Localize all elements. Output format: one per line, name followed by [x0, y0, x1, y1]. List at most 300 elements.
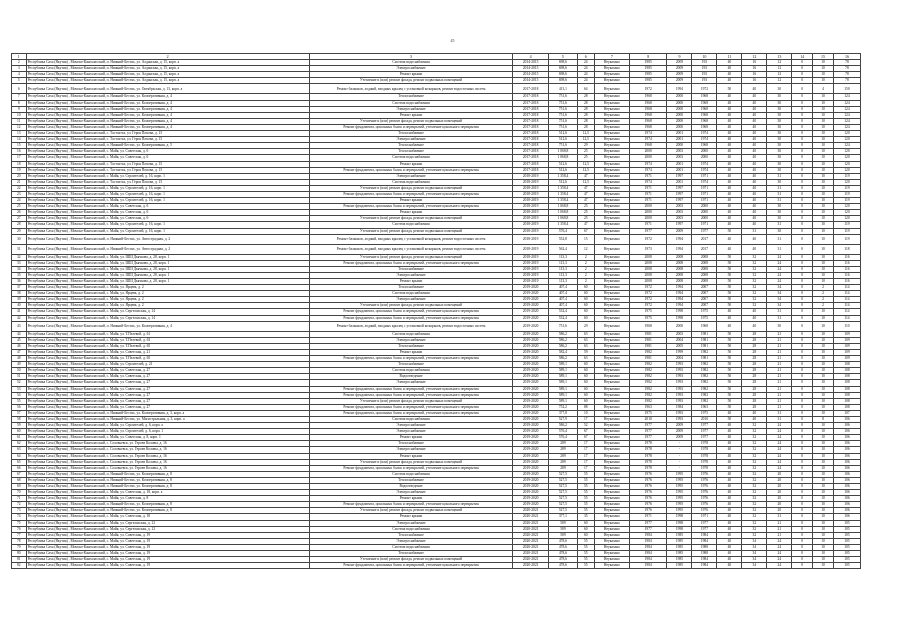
row-number: 38 — [12, 291, 27, 297]
period-cell: 2019-2020 — [513, 392, 548, 398]
wear-a-cell: 40 — [717, 112, 742, 118]
wear-e-cell: 10 — [813, 490, 834, 496]
wear-a-cell: 50 — [717, 266, 742, 272]
last-repair-cell: 1968 — [692, 124, 717, 130]
last-repair-cell: 2007 — [692, 297, 717, 303]
address-cell: Республика Саха (Якутия) , Момско-Кангаласский, с. Майя, ул. Советская, д. 19 — [26, 563, 309, 569]
work-type-cell: Ремонт фундамента, цокольных балок и перекрытий, утепление цокольного перекрытия — [309, 204, 513, 210]
status-cell: Неуказано — [594, 337, 629, 343]
wear-d-cell: 0 — [792, 118, 813, 124]
wear-a-cell: 40 — [717, 173, 742, 179]
last-repair-cell: 1978 — [692, 453, 717, 459]
area-cell: 407,4 — [548, 291, 577, 297]
area-cell: 527,5 — [548, 484, 577, 490]
wear-b-cell: 28 — [742, 380, 767, 386]
wear-b-cell: 40 — [742, 216, 767, 222]
residents-cell: 35 — [577, 514, 594, 520]
residents-cell: 67 — [577, 435, 594, 441]
address-cell: Республика Саха (Якутия) , Момско-Кангаласский, с. Майя, ул. Советская, д. 18, корп. а — [26, 490, 309, 496]
column-number-2: 2 — [26, 54, 309, 60]
address-cell: Республика Саха (Якутия) , Момско-Кангаласский, с. Майя, ул. Сергеляхская, д. 12 — [26, 526, 309, 532]
row-number: 51 — [12, 374, 27, 380]
last-repair-cell: 1981 — [692, 343, 717, 349]
period-cell: 2014-2015 — [513, 66, 548, 72]
built-year-cell: 1978 — [630, 441, 667, 447]
built-year-cell: 1984 — [630, 551, 667, 557]
wear-c-cell: 24 — [767, 465, 792, 471]
address-cell: Республика Саха (Якутия) , Момско-Кангаласский, с. Тастахтах, ул. Героя Попова, д. 15 — [26, 179, 309, 185]
overhaul-year-cell: - — [667, 447, 692, 453]
wear-c-cell: 31 — [767, 416, 792, 422]
row-number: 24 — [12, 198, 27, 204]
last-repair-cell: 1976 — [692, 484, 717, 490]
status-cell: Неуказано — [594, 204, 629, 210]
wear-e-cell: 4 — [813, 84, 834, 94]
work-type-cell: Утепление и (или) ремонт фасада, ремонт подвальных помещений — [309, 216, 513, 222]
wear-c-cell: 24 — [767, 266, 792, 272]
period-cell: 2019-2020 — [513, 368, 548, 374]
wear-a-cell: 40 — [717, 520, 742, 526]
wear-a-cell: 40 — [717, 66, 742, 72]
wear-b-cell: 28 — [742, 356, 767, 362]
status-cell: Неуказано — [594, 459, 629, 465]
row-number: 19 — [12, 167, 27, 173]
overhaul-year-cell: 2003 — [667, 216, 692, 222]
period-cell: 2019-2020 — [513, 471, 548, 477]
last-repair-cell: 1974 — [692, 137, 717, 143]
wear-b-cell: 32 — [742, 453, 767, 459]
address-cell: Республика Саха (Якутия) , Момско-Кангаласский, с. Майя, ул. Строителей, д. 16, корп. 1 — [26, 173, 309, 179]
row-number: 35 — [12, 272, 27, 278]
period-cell: 2020-2021 — [513, 526, 548, 532]
overhaul-year-cell: 1994 — [667, 291, 692, 297]
status-cell: Неуказано — [594, 398, 629, 404]
built-year-cell: 2010 — [630, 416, 667, 422]
built-year-cell: 1972 — [630, 234, 667, 244]
residents-cell: 28 — [577, 118, 594, 124]
wear-d-cell: 0 — [792, 234, 813, 244]
last-repair-cell: 1974 — [692, 131, 717, 137]
period-cell: 2020-2021 — [513, 544, 548, 550]
address-cell: Республика Саха (Якутия) , Момско-Кангаласский, с. Майя, ул. Строителей, д. 16, корп. 1 — [26, 222, 309, 228]
wear-d-cell: 0 — [792, 362, 813, 368]
area-cell: 586,2 — [548, 423, 577, 429]
period-cell: 2019-2020 — [513, 331, 548, 337]
wear-d-cell: 0 — [792, 453, 813, 459]
last-repair-cell: 1976 — [692, 502, 717, 508]
built-year-cell: 2008 — [630, 272, 667, 278]
wear-e-cell: 10 — [813, 179, 834, 185]
area-cell: 512,6 — [548, 179, 577, 185]
wear-a-cell: 40 — [717, 526, 742, 532]
overhaul-year-cell: 2009 — [667, 72, 692, 78]
row-number: 37 — [12, 285, 27, 291]
wear-b-cell: 32 — [742, 297, 767, 303]
area-cell: 1 068,8 — [548, 210, 577, 216]
address-cell: Республика Саха (Якутия) , Момско-Кангаласский, п. Нижний-Бестях, ул. Алданская, д. 15, корп. а — [26, 66, 309, 72]
wear-b-cell: 28 — [742, 337, 767, 343]
area-cell: 113,3 — [548, 266, 577, 272]
overhaul-year-cell: 1997 — [667, 173, 692, 179]
wear-d-cell: 0 — [792, 210, 813, 216]
wear-d-cell: 0 — [792, 297, 813, 303]
built-year-cell: 2000 — [630, 149, 667, 155]
work-type-cell: Ремонт крыши — [309, 514, 513, 520]
wear-c-cell: 24 — [767, 459, 792, 465]
score-cell: 108 — [833, 404, 860, 410]
wear-d-cell: 0 — [792, 204, 813, 210]
row-number: 71 — [12, 496, 27, 502]
wear-e-cell: 10 — [813, 362, 834, 368]
wear-a-cell: 40 — [717, 490, 742, 496]
last-repair-cell: 1976 — [692, 471, 717, 477]
wear-e-cell: 10 — [813, 356, 834, 362]
wear-c-cell: 21 — [767, 343, 792, 349]
address-cell: Республика Саха (Якутия) , Момско-Кангаласский, с. Майя, ул. Советская, д. 27 — [26, 374, 309, 380]
wear-e-cell: 10 — [813, 368, 834, 374]
address-cell: Республика Саха (Якутия) , Момско-Кангаласский, п. Нижний-Бестях, ул. Кооперативная, д. 5 — [26, 143, 309, 149]
address-cell: Республика Саха (Якутия) , Момско-Кангаласский, с. Майя, ул. Советская, д. 6 — [26, 216, 309, 222]
wear-d-cell: 0 — [792, 465, 813, 471]
wear-e-cell: 10 — [813, 210, 834, 216]
last-repair-cell: 2008 — [692, 272, 717, 278]
last-repair-cell: 1971 — [692, 173, 717, 179]
last-repair-cell: 1977 — [692, 228, 717, 234]
residents-cell: 60 — [577, 285, 594, 291]
row-number: 11 — [12, 118, 27, 124]
address-cell: Республика Саха (Якутия) , Момско-Кангаласский, с. Майя, ул. Советская, д. 27 — [26, 404, 309, 410]
work-type-cell: Ремонт фундамента, цокольных балок и перекрытий, утепление цокольного перекрытия — [309, 386, 513, 392]
score-cell: 108 — [833, 374, 860, 380]
wear-c-cell: 24 — [767, 441, 792, 447]
address-cell: Республика Саха (Якутия) , Момско-Кангаласский, с. Соловьевск, ул. Героев Коловы, д. 16 — [26, 453, 309, 459]
score-cell: 114 — [833, 291, 860, 297]
status-cell: Неуказано — [594, 131, 629, 137]
wear-b-cell: 40 — [742, 179, 767, 185]
work-type-cell: Электроснабжение — [309, 173, 513, 179]
last-repair-cell: 1972 — [692, 84, 717, 94]
wear-e-cell: 10 — [813, 343, 834, 349]
work-type-cell: Ремонт крыши — [309, 279, 513, 285]
address-cell: Республика Саха (Якутия) , Момско-Кангаласский, п. Нижний-Бестях, ул. Кооперативная, д. 8 — [26, 484, 309, 490]
work-type-cell: Система водоснабжения — [309, 60, 513, 66]
wear-d-cell: 0 — [792, 502, 813, 508]
area-cell: 478,6 — [548, 544, 577, 550]
score-cell: 109 — [833, 343, 860, 349]
area-cell: 1 358,4 — [548, 173, 577, 179]
built-year-cell: 1978 — [630, 447, 667, 453]
work-type-cell: Теплоснабжение — [309, 477, 513, 483]
wear-a-cell: 50 — [717, 84, 742, 94]
row-number: 21 — [12, 179, 27, 185]
row-number: 2 — [12, 60, 27, 66]
residents-cell: 60 — [577, 291, 594, 297]
row-number: 69 — [12, 484, 27, 490]
score-cell: 109 — [833, 337, 860, 343]
overhaul-year-cell: 1995 — [667, 502, 692, 508]
overhaul-year-cell: 1995 — [667, 496, 692, 502]
wear-c-cell: 21 — [767, 404, 792, 410]
wear-b-cell: 40 — [742, 161, 767, 167]
period-cell: 2019-2020 — [513, 447, 548, 453]
wear-c-cell: 31 — [767, 234, 792, 244]
row-number: 74 — [12, 514, 27, 520]
address-cell: Республика Саха (Якутия) , Момско-Кангаласский, с. Майя, ул. Советская, д. 8, корп. 1 — [26, 435, 309, 441]
residents-cell: 29 — [577, 143, 594, 149]
residents-cell: 17 — [577, 416, 594, 422]
wear-a-cell: 40 — [717, 435, 742, 441]
work-type-cell: Утепление и (или) ремонт фасада, ремонт подвальных помещений — [309, 557, 513, 563]
status-cell: Неуказано — [594, 321, 629, 331]
status-cell: Неуказано — [594, 285, 629, 291]
period-cell: 2019-2020 — [513, 435, 548, 441]
last-repair-cell: 1984 — [692, 538, 717, 544]
work-type-cell: Электроснабжение — [309, 490, 513, 496]
built-year-cell: 1984 — [630, 557, 667, 563]
period-cell: 2018-2019 — [513, 228, 548, 234]
score-cell: 124 — [833, 100, 860, 106]
wear-c-cell: 34 — [767, 285, 792, 291]
built-year-cell: 2000 — [630, 216, 667, 222]
work-type-cell: Ремонт фундамента, цокольных балок и перекрытий, утепление цокольного перекрытия — [309, 124, 513, 130]
wear-c-cell: 21 — [767, 380, 792, 386]
wear-b-cell: 40 — [742, 198, 767, 204]
wear-e-cell: 10 — [813, 349, 834, 355]
wear-d-cell: 0 — [792, 374, 813, 380]
built-year-cell: 2008 — [630, 254, 667, 260]
wear-d-cell: 0 — [792, 222, 813, 228]
wear-a-cell: 40 — [717, 210, 742, 216]
overhaul-year-cell: 1993 — [667, 398, 692, 404]
wear-b-cell: 32 — [742, 532, 767, 538]
status-cell: Неуказано — [594, 508, 629, 514]
built-year-cell: 1978 — [630, 459, 667, 465]
row-number: 10 — [12, 112, 27, 118]
wear-d-cell: 0 — [792, 459, 813, 465]
residents-cell: 52 — [577, 423, 594, 429]
status-cell: Неуказано — [594, 60, 629, 66]
built-year-cell: 1981 — [630, 356, 667, 362]
status-cell: Неуказано — [594, 356, 629, 362]
residents-cell: 2 — [577, 266, 594, 272]
overhaul-year-cell: 1998 — [667, 520, 692, 526]
built-year-cell: 1971 — [630, 514, 667, 520]
wear-b-cell: 34 — [742, 557, 767, 563]
wear-b-cell: 32 — [742, 435, 767, 441]
address-cell: Республика Саха (Якутия) , Момско-Кангаласский, с. Соловьевск, ул. Героев Коловы, д. 16 — [26, 447, 309, 453]
address-cell: Республика Саха (Якутия) , Момско-Кангаласский, с. Майя, ул. Ярцева, д. 2 — [26, 291, 309, 297]
area-cell: 586,2 — [548, 343, 577, 349]
status-cell: Неуказано — [594, 380, 629, 386]
wear-c-cell: 21 — [767, 337, 792, 343]
score-cell: 106 — [833, 514, 860, 520]
wear-d-cell: 0 — [792, 477, 813, 483]
row-number: 4 — [12, 72, 27, 78]
wear-a-cell: 40 — [717, 143, 742, 149]
work-type-cell: Утепление и (или) ремонт фасада, ремонт подвальных помещений — [309, 78, 513, 84]
area-cell: 407,4 — [548, 303, 577, 309]
built-year-cell: 1968 — [630, 321, 667, 331]
wear-c-cell: 20 — [767, 477, 792, 483]
wear-e-cell: 10 — [813, 459, 834, 465]
last-repair-cell: 193 — [692, 60, 717, 66]
work-type-cell: Электроснабжение — [309, 538, 513, 544]
wear-e-cell: 2 — [813, 297, 834, 303]
overhaul-year-cell: 1997 — [667, 198, 692, 204]
row-number: 27 — [12, 216, 27, 222]
overhaul-year-cell: 2008 — [667, 272, 692, 278]
wear-a-cell: 40 — [717, 477, 742, 483]
wear-e-cell: 2 — [813, 303, 834, 309]
wear-e-cell: 10 — [813, 404, 834, 410]
overhaul-year-cell: 1994 — [667, 285, 692, 291]
overhaul-year-cell: 2000 — [667, 106, 692, 112]
row-number: 58 — [12, 416, 27, 422]
address-cell: Республика Саха (Якутия) , Момско-Кангаласский, с. Майя, ул. Советская, д. 19 — [26, 544, 309, 550]
wear-c-cell: 31 — [767, 173, 792, 179]
wear-c-cell: 34 — [767, 297, 792, 303]
table-row — [12, 234, 861, 244]
built-year-cell: 1982 — [630, 398, 667, 404]
built-year-cell: 1984 — [630, 538, 667, 544]
row-number: 53 — [12, 386, 27, 392]
area-cell: 576,4 — [548, 429, 577, 435]
status-cell: Неуказано — [594, 465, 629, 471]
work-type-cell: Электроснабжение — [309, 423, 513, 429]
last-repair-cell: 1974 — [692, 161, 717, 167]
work-type-cell: Ремонт крыши — [309, 496, 513, 502]
work-type-cell: Теплоснабжение — [309, 362, 513, 368]
address-cell: Республика Саха (Якутия) , Момско-Кангаласский, с. Майя, ул. Строителей, д. 16, корп. 1 — [26, 191, 309, 197]
status-cell: Неуказано — [594, 100, 629, 106]
wear-b-cell: 32 — [742, 266, 767, 272]
wear-b-cell: 40 — [742, 131, 767, 137]
built-year-cell: 1971 — [630, 173, 667, 179]
score-cell: 108 — [833, 368, 860, 374]
score-cell: 119 — [833, 198, 860, 204]
column-number-15: 15 — [813, 54, 834, 60]
row-number: 59 — [12, 423, 27, 429]
built-year-cell: 1972 — [630, 291, 667, 297]
wear-c-cell: 30 — [767, 84, 792, 94]
wear-c-cell: 21 — [767, 392, 792, 398]
wear-d-cell: 0 — [792, 161, 813, 167]
overhaul-year-cell: 1994 — [667, 297, 692, 303]
wear-b-cell: 40 — [742, 321, 767, 331]
wear-b-cell: 32 — [742, 260, 767, 266]
work-type-cell: Электроснабжение — [309, 137, 513, 143]
wear-b-cell: 40 — [742, 124, 767, 130]
address-cell: Республика Саха (Якутия) , Момско-Кангаласский, с. Майя, ул. Советская, д. 18 — [26, 514, 309, 520]
wear-d-cell: 0 — [792, 279, 813, 285]
period-cell: 2019-2020 — [513, 343, 548, 349]
status-cell: Неуказано — [594, 222, 629, 228]
overhaul-year-cell: 1994 — [667, 303, 692, 309]
built-year-cell: 1975 — [630, 309, 667, 315]
wear-d-cell: 0 — [792, 244, 813, 254]
residents-cell: 47 — [577, 222, 594, 228]
period-cell: 2020-2021 — [513, 538, 548, 544]
address-cell: Республика Саха (Якутия) , Момско-Кангаласский, с. Майя, ул. Советская, д. 19 — [26, 551, 309, 557]
area-cell: 698,6 — [548, 72, 577, 78]
status-cell: Неуказано — [594, 167, 629, 173]
period-cell: 2018-2019 — [513, 222, 548, 228]
area-cell: 576,4 — [548, 435, 577, 441]
area-cell: 1 358,4 — [548, 191, 577, 197]
area-cell: 589 — [548, 520, 577, 526]
status-cell: Неуказано — [594, 343, 629, 349]
row-number: 65 — [12, 459, 27, 465]
status-cell: Неуказано — [594, 490, 629, 496]
area-cell: 552,8 — [548, 234, 577, 244]
residents-cell: 28 — [577, 100, 594, 106]
work-type-cell: Электроснабжение — [309, 66, 513, 72]
status-cell: Неуказано — [594, 362, 629, 368]
work-type-cell: Теплоснабжение — [309, 131, 513, 137]
status-cell: Неуказано — [594, 374, 629, 380]
wear-c-cell: 30 — [767, 94, 792, 100]
last-repair-cell: 1968 — [692, 143, 717, 149]
overhaul-year-cell: 1984 — [667, 404, 692, 410]
row-number: 39 — [12, 297, 27, 303]
period-cell: 2018-2019 — [513, 185, 548, 191]
row-number: 68 — [12, 477, 27, 483]
status-cell: Неуказано — [594, 106, 629, 112]
work-type-cell: Ремонт фундамента, цокольных балок и перекрытий, утепление цокольного перекрытия — [309, 563, 513, 569]
last-repair-cell: 2007 — [692, 291, 717, 297]
wear-d-cell: 0 — [792, 508, 813, 514]
score-cell: 109 — [833, 356, 860, 362]
wear-d-cell: 0 — [792, 179, 813, 185]
wear-c-cell: 24 — [767, 279, 792, 285]
status-cell: Неуказано — [594, 423, 629, 429]
last-repair-cell: 1977 — [692, 429, 717, 435]
wear-a-cell: 40 — [717, 465, 742, 471]
wear-b-cell: 28 — [742, 362, 767, 368]
column-number-7: 7 — [594, 54, 629, 60]
built-year-cell: 1972 — [630, 303, 667, 309]
overhaul-year-cell: - — [667, 459, 692, 465]
row-number: 8 — [12, 100, 27, 106]
wear-d-cell: 0 — [792, 303, 813, 309]
score-cell: 78 — [833, 78, 860, 84]
row-number: 63 — [12, 447, 27, 453]
table-row — [12, 321, 861, 331]
wear-d-cell: 0 — [792, 272, 813, 278]
score-cell: 120 — [833, 137, 860, 143]
area-cell: 478,6 — [548, 563, 577, 569]
period-cell: 2020-2021 — [513, 514, 548, 520]
wear-b-cell: 32 — [742, 508, 767, 514]
residents-cell: 63 — [577, 337, 594, 343]
wear-c-cell: 24 — [767, 260, 792, 266]
wear-e-cell: 10 — [813, 260, 834, 266]
last-repair-cell: 2010 — [692, 416, 717, 422]
wear-a-cell: 40 — [717, 441, 742, 447]
work-type-cell: Ремонт фундамента, цокольных балок и перекрытий, утепление цокольного перекрытия — [309, 167, 513, 173]
area-cell: 527,9 — [548, 416, 577, 422]
wear-d-cell: 0 — [792, 155, 813, 161]
wear-c-cell: 12 — [767, 78, 792, 84]
wear-b-cell: 32 — [742, 279, 767, 285]
wear-d-cell: 0 — [792, 124, 813, 130]
status-cell: Неуказано — [594, 66, 629, 72]
work-type-cell: Теплоснабжение — [309, 285, 513, 291]
last-repair-cell: 2007 — [692, 285, 717, 291]
period-cell: 2014-2015 — [513, 60, 548, 66]
period-cell: 2018-2019 — [513, 260, 548, 266]
work-type-cell: Утепление и (или) ремонт фасада, ремонт подвальных помещений — [309, 459, 513, 465]
